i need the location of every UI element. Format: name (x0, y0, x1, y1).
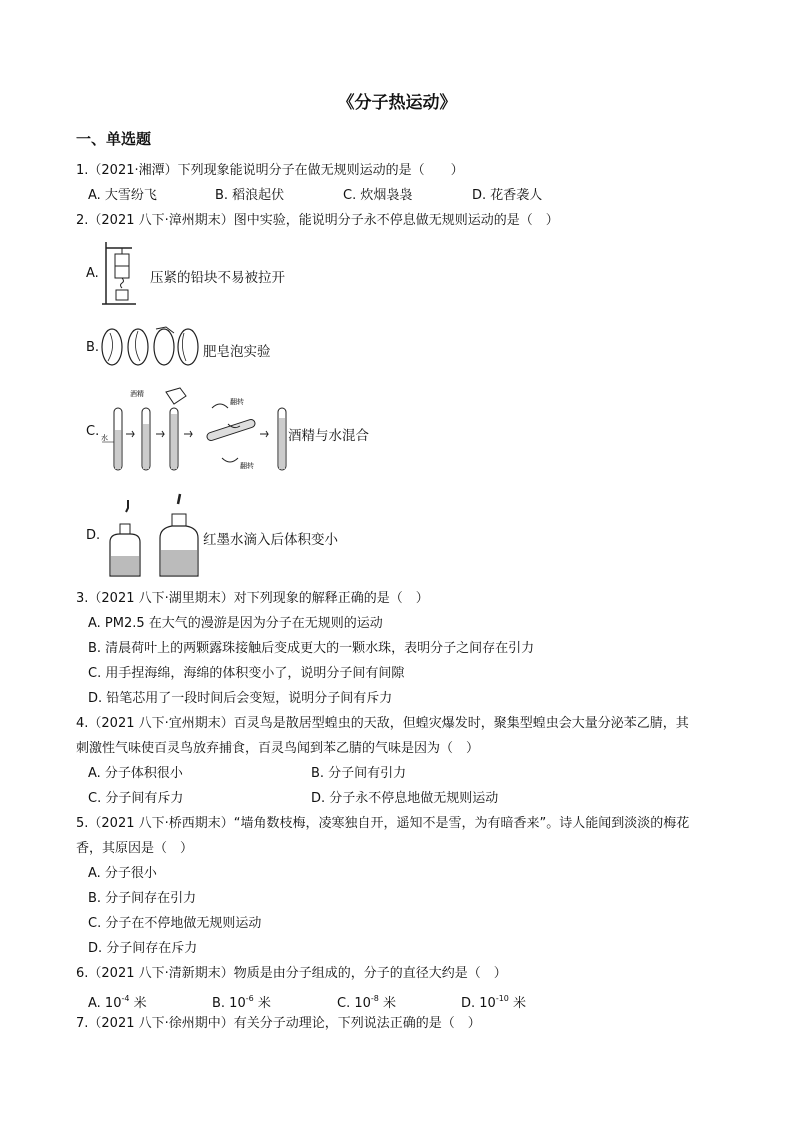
water-label: 水 (101, 434, 108, 442)
q1-option-c: C. 炊烟袅袅 (343, 188, 413, 203)
q4-option-a: A. 分子体积很小 (88, 766, 183, 781)
question-5-stem-line1: 5.（2021 八下·桥西期末）“墙角数枝梅，凌寒独自开，遥知不是雪，为有暗香来”。诗人能闻到淡淡的梅花 (76, 816, 690, 831)
q5-option-c: C. 分子在不停地做无规则运动 (88, 916, 262, 931)
q3-option-c: C. 用手捏海绵，海绵的体积变小了，说明分子间有间隙 (88, 666, 405, 681)
section-heading: 一、单选题 (76, 130, 152, 148)
question-4-stem-line1: 4.（2021 八下·宜州期末）百灵鸟是散居型蝗虫的天敌，但蝗灾爆发时，聚集型蝗虫会大量分泌苯乙腈，其 (76, 716, 689, 731)
q2-option-d-letter: D. (86, 528, 101, 543)
q2-option-b-caption: 肥皂泡实验 (203, 344, 271, 360)
q2-option-a-caption: 压紧的铅块不易被拉开 (150, 270, 285, 286)
q2-option-c-letter: C. (86, 424, 100, 439)
ink-dropper-bottles-figure (104, 488, 200, 580)
q3-option-b: B. 清晨荷叶上的两颗露珠接触后变成更大的一颗水珠，表明分子之间存在引力 (88, 641, 535, 656)
q3-option-d: D. 铅笔芯用了一段时间后会变短，说明分子间有斥力 (88, 691, 393, 706)
question-3-stem: 3.（2021 八下·湖里期末）对下列现象的解释正确的是（ ） (76, 591, 429, 606)
alcohol-label: 酒精 (130, 390, 144, 398)
question-4-stem-line2: 刺激性气味使百灵鸟放弃捕食，百灵鸟闻到苯乙腈的气味是因为（ ） (76, 741, 480, 756)
q1-option-b: B. 稻浪起伏 (215, 188, 285, 203)
soap-film-figure (98, 325, 202, 369)
q6-option-a: A. $10^{-4}$ 米 (88, 994, 147, 1011)
question-1-stem: 1.（2021·湘潭）下列现象能说明分子在做无规则运动的是（ ） (76, 163, 464, 178)
page-title: 《分子热运动》 (337, 93, 457, 113)
q4-option-c: C. 分子间有斥力 (88, 791, 184, 806)
lead-block-apparatus-figure (100, 240, 150, 310)
question-7-stem: 7.（2021 八下·徐州期中）有关分子动理论，下列说法正确的是（ ） (76, 1016, 481, 1031)
q6-option-c: C. $10^{-8}$ 米 (337, 994, 397, 1011)
q1-option-a: A. 大雪纷飞 (88, 188, 157, 203)
question-6-stem: 6.（2021 八下·清新期末）物质是由分子组成的，分子的直径大约是（ ） (76, 966, 507, 981)
q4-option-d: D. 分子永不停息地做无规则运动 (311, 791, 499, 806)
q5-option-a: A. 分子很小 (88, 866, 157, 881)
q4-option-b: B. 分子间有引力 (311, 766, 407, 781)
q5-option-b: B. 分子间存在引力 (88, 891, 197, 906)
q2-option-b-letter: B. (86, 340, 100, 355)
q2-option-d-caption: 红墨水滴入后体积变小 (203, 532, 338, 548)
q3-option-a: A. PM2.5 在大气的漫游是因为分子在无规则的运动 (88, 616, 383, 631)
question-2-stem: 2.（2021 八下·漳州期末）图中实验，能说明分子永不停息做无规则运动的是（ ） (76, 213, 559, 228)
q1-option-d: D. 花香袭人 (472, 188, 543, 203)
flip-label-bottom: 翻转 (240, 462, 254, 470)
question-5-stem-line2: 香，其原因是（ ） (76, 841, 194, 856)
q6-option-b: B. $10^{-6}$ 米 (212, 994, 271, 1011)
flip-label-top: 翻转 (230, 398, 244, 406)
q5-option-d: D. 分子间存在斥力 (88, 941, 198, 956)
q2-option-a-letter: A. (86, 266, 99, 281)
q2-option-c-caption: 酒精与水混合 (288, 428, 369, 444)
q6-option-d: D. $10^{-10}$ 米 (461, 994, 527, 1011)
alcohol-water-mixing-figure (100, 384, 295, 474)
